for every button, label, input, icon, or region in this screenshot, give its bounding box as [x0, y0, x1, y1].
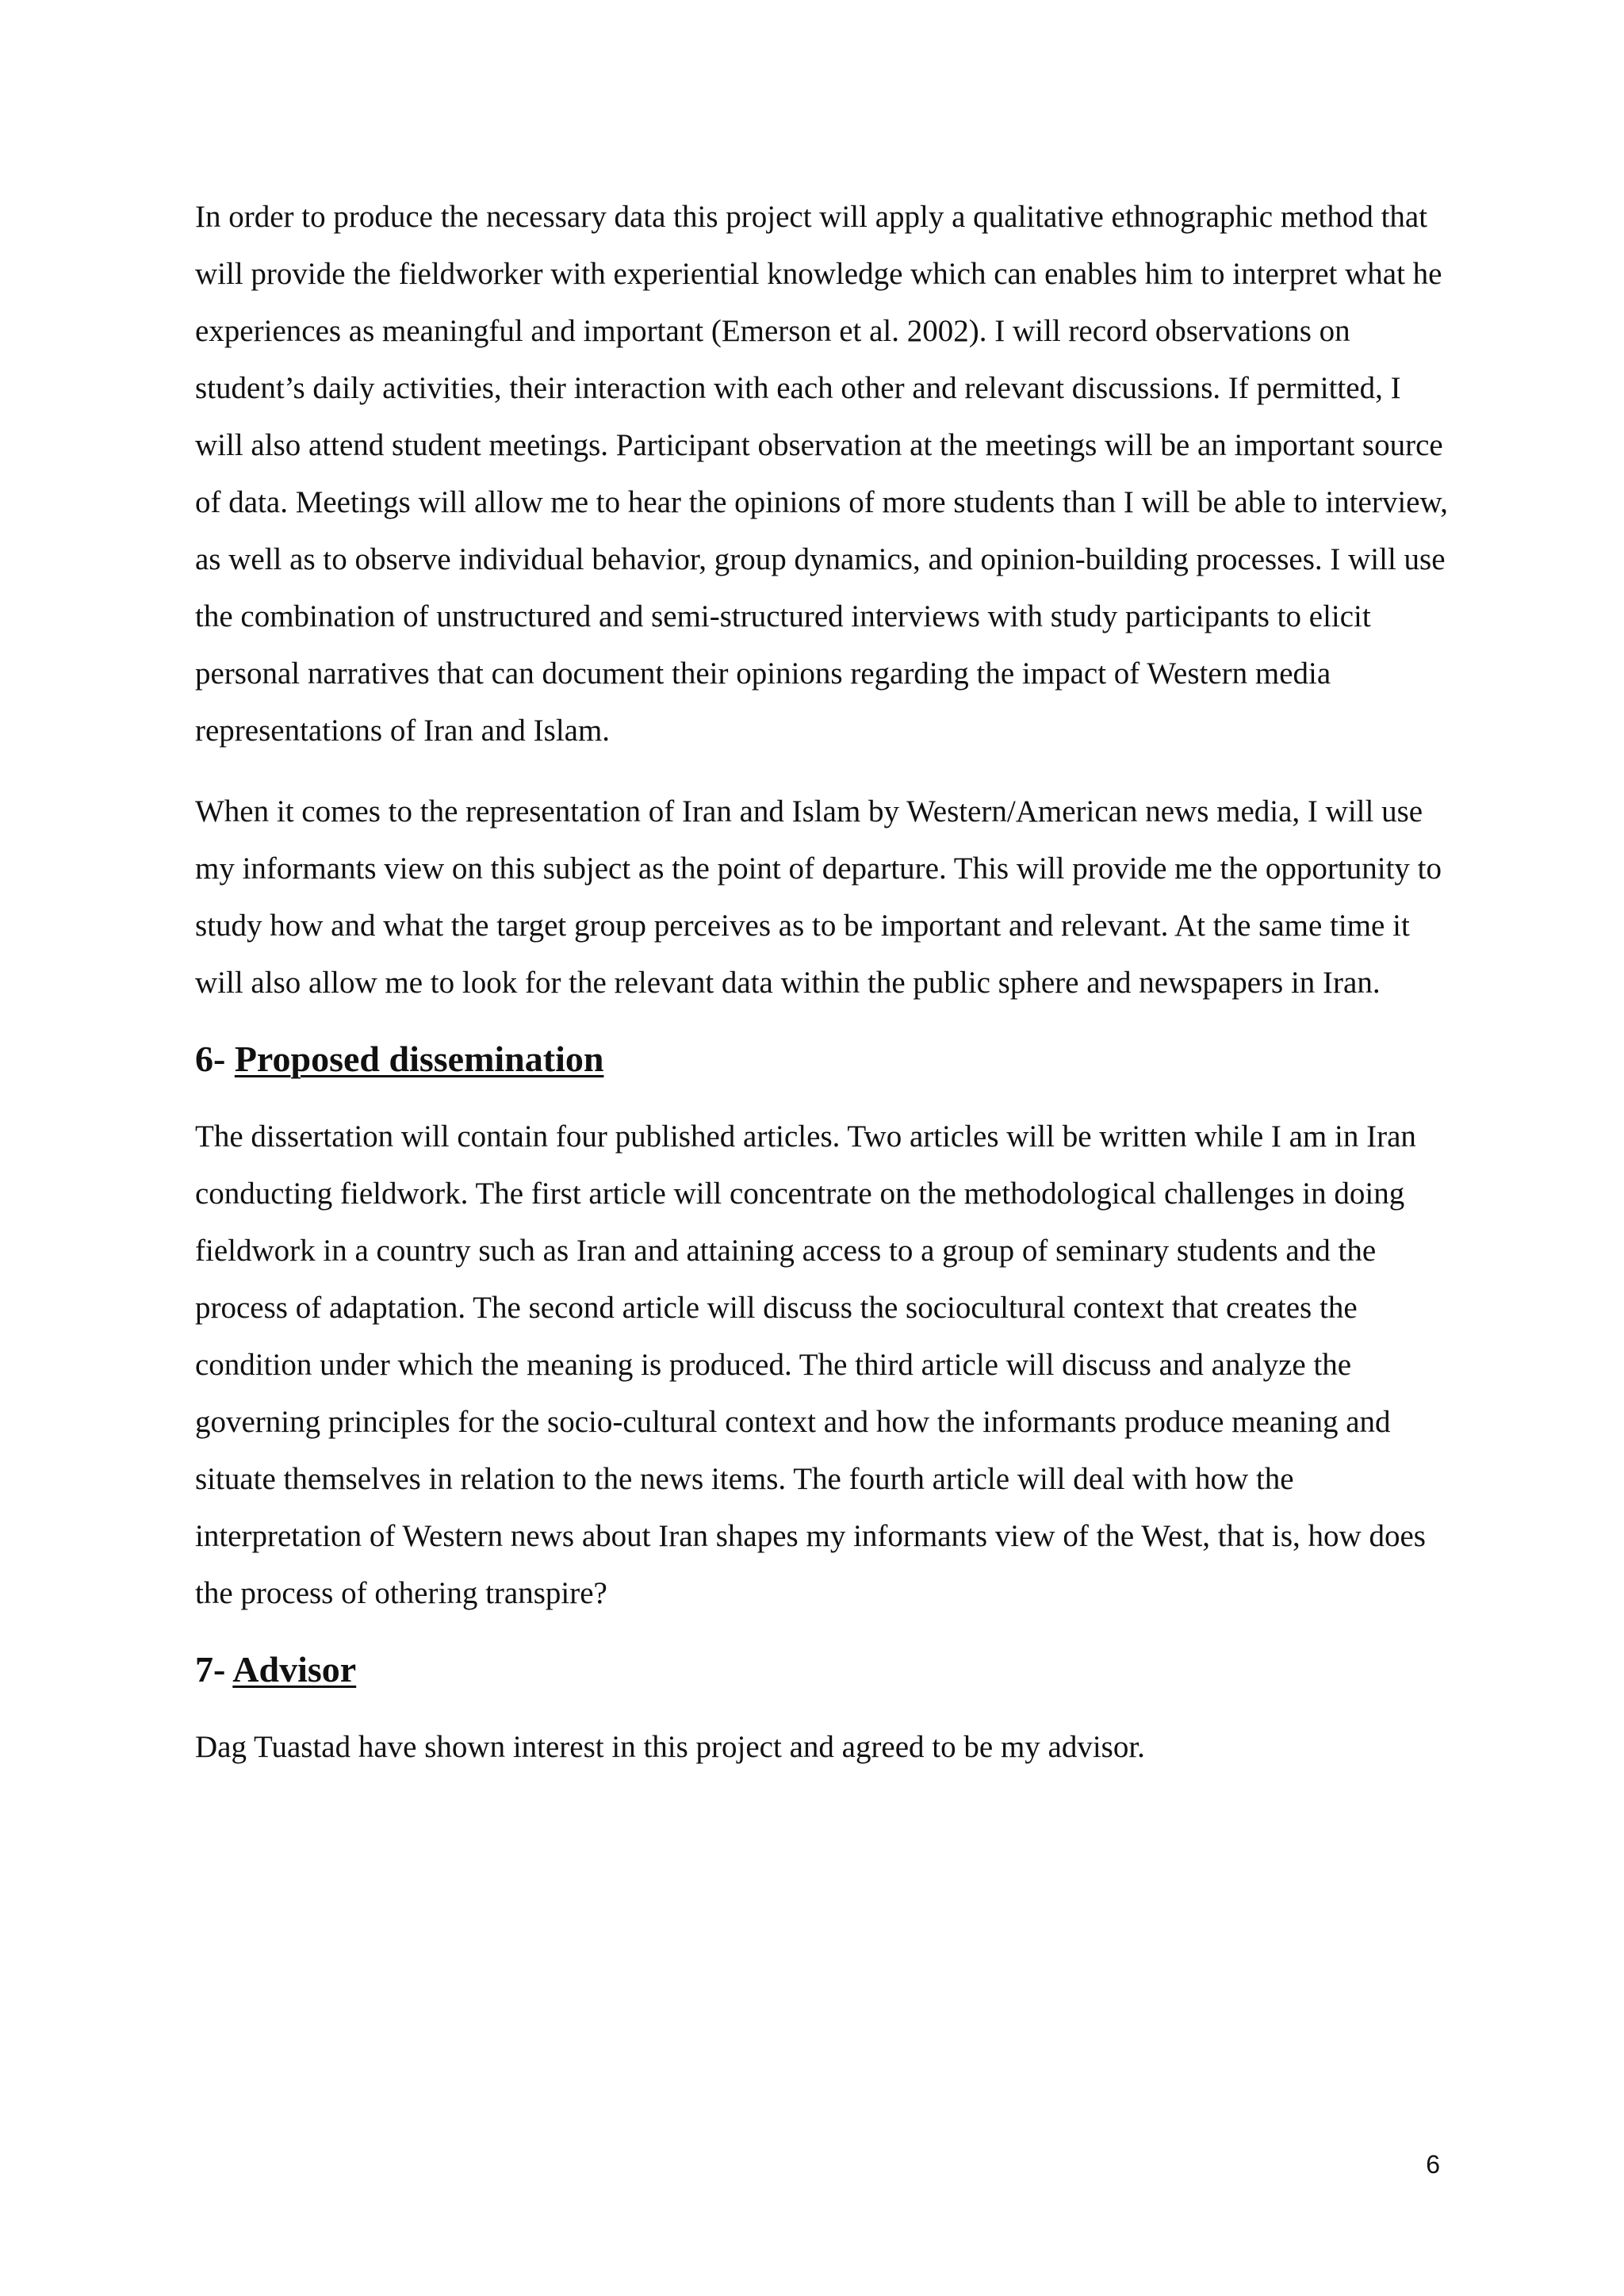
section-7-body: Dag Tuastad have shown interest in this project and agreed to be my advisor.	[195, 1730, 1145, 1764]
methods-paragraph-2: When it comes to the representation of Iran and Islam by Western/American news media, I will use my informants view on this subject as the point of departure. This will provide me the opportunity to study how and what the target group perceives as to be important and relevant. At the same time it will also allow me to look for the relevant data within the public sphere and newspapers in Iran.	[195, 794, 1442, 1000]
section-6-body: The dissertation will contain four published articles. Two articles will be written while I am in Iran conducting fieldwork. The first article will concentrate on the methodological challenges in doing fieldwork in a country such as Iran and attaining access to a group of seminary students and the process of adaptation. The second article will discuss the sociocultural context that creates the condition under which the meaning is produced. The third article will discuss and analyze the governing principles for the socio-cultural context and how the informants produce meaning and situate themselves in relation to the news items. The fourth article will deal with how the interpretation of Western news about Iran shapes my informants view of the West, that is, how does the process of othering transpire?	[195, 1119, 1426, 1610]
section-6-number: 6-	[195, 1039, 226, 1079]
section-7-heading	[195, 1644, 1448, 1695]
section-6-title: Proposed dissemination	[234, 1039, 604, 1079]
page-content	[195, 189, 1448, 1776]
section-7-title: Advisor	[232, 1649, 357, 1689]
section-6-heading	[195, 1034, 1448, 1085]
methods-paragraph-1: In order to produce the necessary data this project will apply a qualitative ethnographic method that will provide the fieldworker with experiential knowledge which can enables him to interpret what he experiences as meaningful and important (Emerson et al. 2002). I will record observations on student’s daily activities, their interaction with each other and relevant discussions. If permitted, I will also attend student meetings. Participant observation at the meetings will be an important source of data. Meetings will allow me to hear the opinions of more students than I will be able to interview, as well as to observe individual behavior, group dynamics, and opinion-building processes. I will use the combination of unstructured and semi-structured interviews with study participants to elicit personal narratives that can document their opinions regarding the impact of Western media representations of Iran and Islam.	[195, 200, 1448, 748]
section-7-number: 7-	[195, 1649, 226, 1689]
page-number: 6	[1426, 2150, 1440, 2179]
